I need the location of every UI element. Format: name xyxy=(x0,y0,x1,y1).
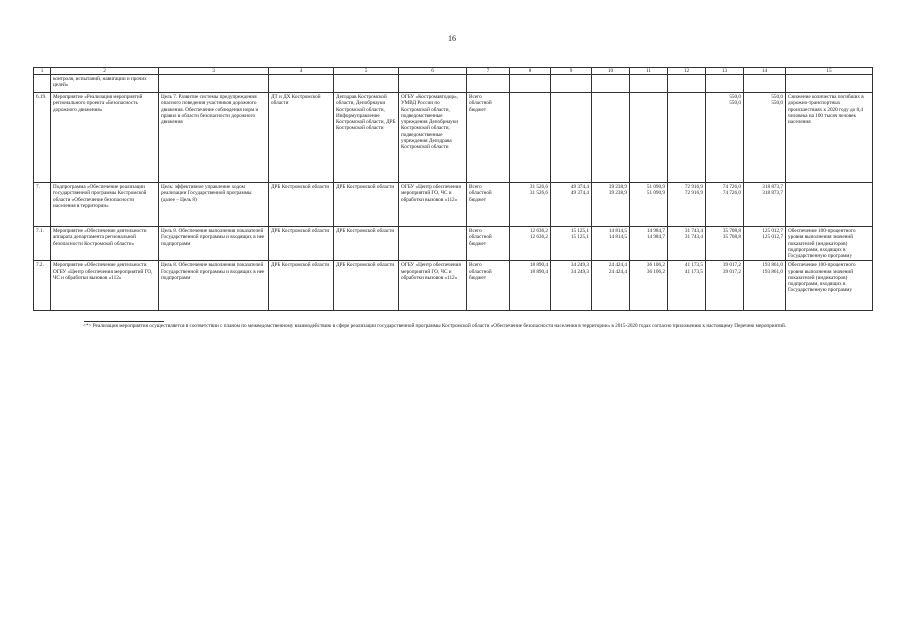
funding-source-cell xyxy=(467,261,510,311)
amount-cell: 14 984,7 14 984,7 xyxy=(630,227,668,261)
empty-cell xyxy=(706,75,744,93)
co-executors-cell: Депздрав Костромской области, Депобрнауки Костромской области, Информуправление Костромской области, ДРБ Костромской области xyxy=(334,93,399,183)
empty-cell xyxy=(334,75,399,93)
row-number-cell: 6.19. xyxy=(34,93,51,183)
goal-cell: Цель: эффективное управление ходом реализации Государственной программы (далее – Цель 8) xyxy=(159,183,269,227)
goal-cell: Цель 7. Развитие системы предупреждения опасного поведения участников дорожного движения. Обеспечение соблюдения норм и правил в области безопасности дорожного движения xyxy=(159,93,269,183)
empty-cell xyxy=(551,75,592,93)
amount-cell: 36 106,2 36 106,2 xyxy=(630,261,668,311)
amount-cell: 41 173,5 41 173,5 xyxy=(668,261,706,311)
expected-result-cell: Снижение количества погибших в дорожно-транспортных происшествиях к 2020 году до 8,4 человека на 100 тысяч человек населения xyxy=(786,93,873,183)
page-number: 16 xyxy=(448,34,456,43)
table-row-7-1 xyxy=(34,227,873,261)
activity-name-cell: Мероприятие «Обеспечение деятельности ОГБУ «Центр обеспечения мероприятий ГО, ЧС и обработки вызовов «112» xyxy=(51,261,159,311)
amount-cell: 34 249,3 34 249,3 xyxy=(551,261,592,311)
amount-cell xyxy=(630,93,668,183)
activity-name-cell: Мероприятие «Реализация мероприятий регионального проекта «Безопасность дорожного движения» xyxy=(51,93,159,183)
table-row-6-19 xyxy=(34,93,873,183)
column-header: 3 xyxy=(159,68,269,75)
row-number-cell xyxy=(34,75,51,93)
participants-cell: ОГБУ «Центр обеспечения мероприятий ГО, ЧС и обработки вызовов «112» xyxy=(399,261,467,311)
expected-result-cell: Обеспечение 100-процентного уровня выполнения значений показателей (индикаторов) подпрограмм, входящих в Государственную программу xyxy=(786,261,873,311)
co-executors-cell: ДРБ Костромской области xyxy=(334,261,399,311)
responsible-executor-cell: ДРБ Костромской области xyxy=(269,227,334,261)
amount-cell: 24 424,4 24 424,4 xyxy=(592,261,630,311)
column-header: 5 xyxy=(334,68,399,75)
column-header: 15 xyxy=(786,68,873,75)
amount-cell: 51 090,9 51 090,9 xyxy=(630,183,668,227)
amount-cell: 39 238,9 39 238,9 xyxy=(592,183,630,227)
column-header: 1 xyxy=(34,68,51,75)
funding-source-cell xyxy=(467,183,510,227)
empty-cell xyxy=(786,75,873,93)
column-header: 4 xyxy=(269,68,334,75)
responsible-executor-cell: ДРБ Костромской области xyxy=(269,261,334,311)
amount-cell: 18 890,4 18 890,4 xyxy=(510,261,551,311)
funding-source-budget: областной бюджет xyxy=(469,100,492,113)
funding-source-cell xyxy=(467,93,510,183)
funding-source-total: Всего xyxy=(469,94,482,101)
amount-cell: 35 708,8 35 708,8 xyxy=(706,227,744,261)
amount-total-cell: 550,0 550,0 xyxy=(744,93,786,183)
empty-cell xyxy=(467,75,510,93)
funding-source-budget: областной бюджет xyxy=(469,268,492,281)
activity-name-cell: контроля, испытаний, навигации и прочих целей» xyxy=(51,75,159,93)
funding-source-total: Всего xyxy=(469,184,482,191)
activity-name-cell: Мероприятие «Обеспечение деятельности аппарата департамента региональной безопасности Костромской области» xyxy=(51,227,159,261)
participants-cell: ОГБУ «Костромавтодор», УМВД России по Костромской области, подведомственные учреждения Депобрнауки Костромской области, подведомственные учреждения Депздрава Костромской области xyxy=(399,93,467,183)
column-header: 8 xyxy=(510,68,551,75)
amount-cell: 15 125,1 15 125,1 xyxy=(551,227,592,261)
amount-cell xyxy=(551,93,592,183)
empty-cell xyxy=(744,75,786,93)
column-header: 2 xyxy=(51,68,159,75)
amount-cell: 49 374,4 49 374,4 xyxy=(551,183,592,227)
column-header: 14 xyxy=(744,68,786,75)
amount-cell xyxy=(592,93,630,183)
empty-cell xyxy=(399,75,467,93)
amount-total-cell: 125 012,7 125 012,7 xyxy=(744,227,786,261)
row-number-cell: 7.2. xyxy=(34,261,51,311)
amount-cell: 550,0 550,0 xyxy=(706,93,744,183)
funding-source-cell xyxy=(467,227,510,261)
funding-source-budget: областной бюджет xyxy=(469,190,492,203)
footnote-divider xyxy=(84,321,164,322)
column-header: 6 xyxy=(399,68,467,75)
column-header: 11 xyxy=(630,68,668,75)
activities-table xyxy=(33,67,873,311)
column-header: 7 xyxy=(467,68,510,75)
amount-cell: 72 916,9 72 916,9 xyxy=(668,183,706,227)
amount-cell: 14 814,5 14 814,5 xyxy=(592,227,630,261)
amount-total-cell: 193 861,0 193 861,0 xyxy=(744,261,786,311)
amount-cell: 31 743,4 31 743,4 xyxy=(668,227,706,261)
funding-source-budget: областной бюджет xyxy=(469,234,492,247)
empty-cell xyxy=(668,75,706,93)
funding-source-total: Всего xyxy=(469,228,482,235)
amount-total-cell: 318 873,7 318 873,7 xyxy=(744,183,786,227)
empty-cell xyxy=(630,75,668,93)
empty-cell xyxy=(159,75,269,93)
amount-cell: 39 017,2 39 017,2 xyxy=(706,261,744,311)
table-row-7-2 xyxy=(34,261,873,311)
row-number-cell: 7. xyxy=(34,183,51,227)
column-header: 9 xyxy=(551,68,592,75)
participants-cell xyxy=(399,227,467,261)
responsible-executor-cell: ДРБ Костромской области xyxy=(269,183,334,227)
expected-result-cell: Обеспечение 100-процентного уровня выполнения значений показателей (индикаторов) подпрограмм, входящих в Государственную программу xyxy=(786,227,873,261)
column-header-row xyxy=(34,68,873,75)
amount-cell: 74 726,0 74 726,0 xyxy=(706,183,744,227)
participants-cell: ОГБУ «Центр обеспечения мероприятий ГО, ЧС и обработки вызовов «112» xyxy=(399,183,467,227)
column-header: 12 xyxy=(668,68,706,75)
row-number-cell: 7.1. xyxy=(34,227,51,261)
activity-name-cell: Подпрограмма «Обеспечение реализации государственной программы Костромской области «Обеспечение безопасности населения в территории» xyxy=(51,183,159,227)
co-executors-cell: ДРБ Костромской области xyxy=(334,227,399,261)
goal-cell: Цель 8. Обеспечение выполнения показателей Государственной программы и входящих в нее подпрограмм xyxy=(159,227,269,261)
empty-cell xyxy=(269,75,334,93)
column-header: 10 xyxy=(592,68,630,75)
column-header: 13 xyxy=(706,68,744,75)
table-row-continuation xyxy=(34,75,873,93)
amount-cell xyxy=(668,93,706,183)
empty-cell xyxy=(592,75,630,93)
footnote-text: <*> Реализация мероприятия осуществляется в соответствии с планом по межведомственному взаимодействию в сфере реализации государственной программы Костромской области «Обеспечение безопасности населения в территории» в 2015-2020 годах согласно приложению к настоящему Перечню мероприятий. xyxy=(83,323,787,329)
amount-cell xyxy=(510,93,551,183)
amount-cell: 12 636,2 12 636,2 xyxy=(510,227,551,261)
goal-cell: Цель 8. Обеспечение выполнения показателей Государственной программы и входящих в нее подпрограмм xyxy=(159,261,269,311)
empty-cell xyxy=(510,75,551,93)
amount-cell: 31 526,6 31 526,6 xyxy=(510,183,551,227)
co-executors-cell: ДРБ Костромской области xyxy=(334,183,399,227)
funding-source-total: Всего xyxy=(469,262,482,269)
responsible-executor-cell: ДТ и ДХ Костромской области xyxy=(269,93,334,183)
expected-result-cell xyxy=(786,183,873,227)
table-row-7 xyxy=(34,183,873,227)
